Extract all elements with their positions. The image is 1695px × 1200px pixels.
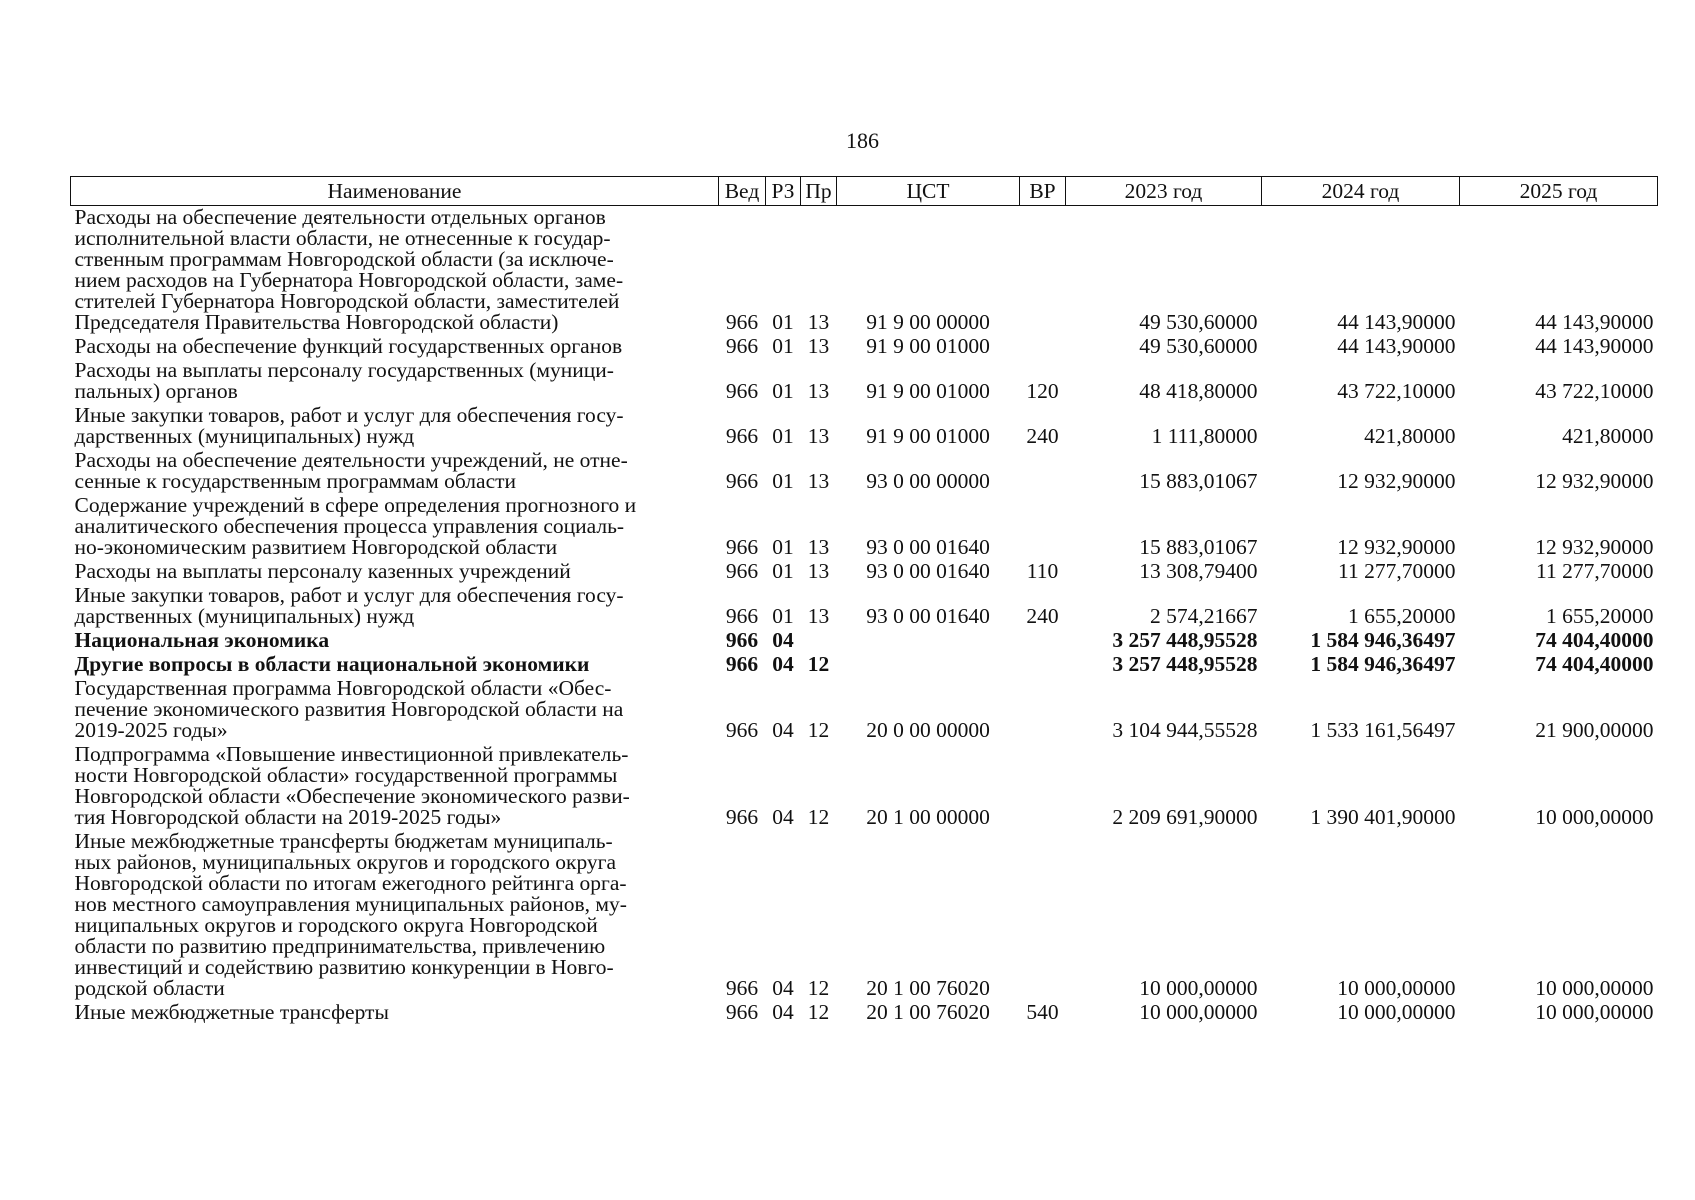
name-line: нием расходов на Губернатора Новгородской области, заме-	[74, 268, 624, 292]
name-line: стителей Губернатора Новгородской области, заместителей	[74, 289, 620, 313]
cell-2023: 1 111,80000	[1151, 424, 1258, 448]
cell-2025: 10 000,00000	[1535, 976, 1654, 1000]
table-row	[71, 494, 1658, 560]
cell-vr	[1020, 743, 1066, 830]
cell-ved: 966	[725, 628, 759, 652]
name-line: Расходы на обеспечение деятельности отдельных органов	[74, 205, 606, 229]
cell-2025: 74 404,40000	[1535, 628, 1654, 652]
cell-rz: 01	[772, 469, 794, 493]
cell-2023: 10 000,00000	[1139, 1000, 1258, 1024]
name-line: Подпрограмма «Повышение инвестиционной привлекатель-	[74, 742, 629, 766]
cell-pr: 13	[807, 379, 830, 403]
name-line: ственным программам Новгородской области (за исключе-	[74, 247, 614, 271]
header-name: Наименование	[71, 177, 719, 206]
table-row	[71, 743, 1658, 830]
cell-2024: 10 000,00000	[1337, 976, 1456, 1000]
cell-rz: 01	[772, 535, 794, 559]
header-ved: Вед	[719, 177, 766, 206]
name-line: Содержание учреждений в сфере определения прогнозного и	[74, 493, 637, 517]
cell-2025: 43 722,10000	[1535, 379, 1654, 403]
cell-cst: 93 0 00 01640	[866, 559, 990, 583]
cell-rz: 04	[772, 976, 794, 1000]
name-line: родской области	[74, 976, 225, 1000]
name-line: дарственных (муниципальных) нужд	[74, 424, 415, 448]
table-row	[71, 653, 1658, 677]
cell-rz: 01	[772, 559, 794, 583]
cell-2024: 421,80000	[1364, 424, 1456, 448]
cell-ved: 966	[725, 469, 759, 493]
cell-rz: 01	[772, 604, 794, 628]
cell-cst: 20 1 00 00000	[866, 805, 990, 829]
cell-rz: 01	[772, 424, 794, 448]
cell-pr: 13	[807, 310, 830, 334]
page-number: 186	[846, 128, 879, 153]
table-row	[71, 677, 1658, 743]
cell-vr	[1020, 449, 1066, 494]
table-row	[71, 560, 1658, 584]
cell-name	[71, 584, 719, 629]
name-line: 2019-2025 годы»	[74, 718, 228, 742]
cell-2024: 12 932,90000	[1337, 535, 1456, 559]
cell-cst: 93 0 00 00000	[866, 469, 990, 493]
cell-vr: 120	[1026, 379, 1059, 403]
cell-vr	[1020, 335, 1066, 359]
cell-2025: 44 143,90000	[1535, 310, 1654, 334]
cell-name	[71, 743, 719, 830]
cell-ved: 966	[725, 1000, 759, 1024]
header-2024: 2024 год	[1262, 177, 1460, 206]
table-row	[71, 404, 1658, 449]
cell-ved: 966	[725, 424, 759, 448]
name-line: Расходы на выплаты персоналу казенных учреждений	[74, 559, 571, 583]
name-line: ности Новгородской области» государственной программы	[74, 763, 618, 787]
cell-ved: 966	[725, 535, 759, 559]
cell-2023: 49 530,60000	[1139, 334, 1258, 358]
cell-rz: 01	[772, 379, 794, 403]
cell-2023: 3 104 944,55528	[1112, 718, 1258, 742]
cell-2023: 49 530,60000	[1139, 310, 1258, 334]
cell-rz: 04	[772, 1000, 794, 1024]
cell-ved: 966	[725, 805, 759, 829]
cell-2024: 1 533 161,56497	[1310, 718, 1456, 742]
name-line: Национальная экономика	[74, 628, 330, 652]
cell-2024: 12 932,90000	[1337, 469, 1456, 493]
cell-name	[71, 629, 719, 653]
cell-pr: 13	[807, 535, 830, 559]
cell-pr: 12	[807, 652, 830, 676]
cell-rz: 01	[772, 334, 794, 358]
cell-2024: 1 655,20000	[1348, 604, 1456, 628]
cell-2023: 13 308,79400	[1139, 559, 1258, 583]
table-row	[71, 629, 1658, 653]
cell-vr	[1020, 206, 1066, 336]
cell-2023: 10 000,00000	[1139, 976, 1258, 1000]
cell-2025: 1 655,20000	[1546, 604, 1654, 628]
cell-ved: 966	[725, 652, 759, 676]
cell-vr	[1020, 677, 1066, 743]
name-line: Иные закупки товаров, работ и услуг для обеспечения госу-	[74, 403, 624, 427]
name-line: исполнительной власти области, не отнесенные к государ-	[74, 226, 611, 250]
cell-name	[71, 206, 719, 336]
cell-2023: 15 883,01067	[1139, 469, 1258, 493]
name-line: сенные к государственным программам области	[74, 469, 517, 493]
cell-pr: 12	[807, 805, 830, 829]
name-line: нов местного самоуправления муниципальных районов, му-	[74, 892, 627, 916]
cell-rz: 04	[772, 652, 794, 676]
cell-cst: 91 9 00 01000	[866, 334, 990, 358]
cell-2024: 44 143,90000	[1337, 310, 1456, 334]
cell-vr	[1020, 653, 1066, 677]
header-pr: Пр	[801, 177, 837, 206]
cell-2024: 10 000,00000	[1337, 1000, 1456, 1024]
name-line: Председателя Правительства Новгородской области)	[74, 310, 559, 334]
cell-2025: 10 000,00000	[1535, 805, 1654, 829]
cell-name	[71, 335, 719, 359]
cell-2024: 43 722,10000	[1337, 379, 1456, 403]
table-header-row	[71, 177, 1658, 206]
cell-cst	[837, 629, 1020, 653]
cell-2023: 15 883,01067	[1139, 535, 1258, 559]
name-line: Другие вопросы в области национальной экономики	[74, 652, 590, 676]
cell-cst: 93 0 00 01640	[866, 604, 990, 628]
cell-ved: 966	[725, 334, 759, 358]
cell-cst: 20 1 00 76020	[866, 976, 990, 1000]
name-line: пальных) органов	[74, 379, 238, 403]
cell-cst: 91 9 00 01000	[866, 379, 990, 403]
header-2025: 2025 год	[1460, 177, 1658, 206]
cell-name	[71, 1001, 719, 1025]
cell-vr: 240	[1026, 424, 1059, 448]
name-line: дарственных (муниципальных) нужд	[74, 604, 415, 628]
cell-2023: 2 574,21667	[1150, 604, 1258, 628]
cell-name	[71, 560, 719, 584]
cell-cst: 20 1 00 76020	[866, 1000, 990, 1024]
cell-2024: 11 277,70000	[1338, 559, 1456, 583]
name-line: Расходы на обеспечение функций государственных органов	[74, 334, 623, 358]
name-line: ных районов, муниципальных округов и городского округа	[74, 850, 617, 874]
cell-pr: 12	[807, 976, 830, 1000]
name-line: Новгородской области по итогам ежегодного рейтинга орга-	[74, 871, 627, 895]
cell-2024: 44 143,90000	[1337, 334, 1456, 358]
cell-ved: 966	[725, 604, 759, 628]
cell-pr: 13	[807, 559, 830, 583]
cell-ved: 966	[725, 976, 759, 1000]
cell-rz: 01	[772, 310, 794, 334]
table-row	[71, 206, 1658, 336]
table-row	[71, 584, 1658, 629]
name-line: Расходы на обеспечение деятельности учреждений, не отне-	[74, 448, 628, 472]
name-line: Расходы на выплаты персоналу государственных (муници-	[74, 358, 614, 382]
cell-ved: 966	[725, 379, 759, 403]
cell-vr: 240	[1026, 604, 1059, 628]
cell-vr	[1020, 830, 1066, 1001]
cell-cst: 20 0 00 00000	[866, 718, 990, 742]
cell-name	[71, 449, 719, 494]
cell-name	[71, 404, 719, 449]
cell-2025: 11 277,70000	[1536, 559, 1654, 583]
cell-2024: 1 390 401,90000	[1310, 805, 1456, 829]
cell-rz: 04	[772, 718, 794, 742]
cell-ved: 966	[725, 718, 759, 742]
name-line: печение экономического развития Новгородской области на	[74, 697, 624, 721]
cell-cst: 93 0 00 01640	[866, 535, 990, 559]
budget-table	[70, 176, 1658, 1025]
cell-pr: 13	[807, 334, 830, 358]
cell-vr: 540	[1026, 1000, 1059, 1024]
cell-vr: 110	[1026, 559, 1059, 583]
table-row	[71, 449, 1658, 494]
cell-name	[71, 359, 719, 404]
cell-pr: 13	[807, 424, 830, 448]
cell-rz: 04	[772, 628, 794, 652]
cell-2023: 3 257 448,95528	[1112, 628, 1258, 652]
cell-2023: 3 257 448,95528	[1112, 652, 1258, 676]
name-line: ниципальных округов и городского округа Новгородской	[74, 913, 598, 937]
cell-pr: 12	[807, 1000, 830, 1024]
header-2023: 2023 год	[1066, 177, 1262, 206]
cell-2025: 10 000,00000	[1535, 1000, 1654, 1024]
cell-2025: 74 404,40000	[1535, 652, 1654, 676]
cell-cst: 91 9 00 01000	[866, 424, 990, 448]
cell-2025: 44 143,90000	[1535, 334, 1654, 358]
cell-name	[71, 830, 719, 1001]
name-line: Иные межбюджетные трансферты	[74, 1000, 389, 1024]
cell-name	[71, 653, 719, 677]
name-line: Новгородской области «Обеспечение экономического разви-	[74, 784, 630, 808]
cell-vr	[1020, 494, 1066, 560]
cell-2024: 1 584 946,36497	[1310, 628, 1456, 652]
name-line: инвестиций и содействию развитию конкуренции в Новго-	[74, 955, 614, 979]
cell-pr: 12	[807, 718, 830, 742]
name-line: но-экономическим развитием Новгородской области	[74, 535, 558, 559]
cell-vr	[1020, 629, 1066, 653]
cell-2025: 21 900,00000	[1535, 718, 1654, 742]
cell-ved: 966	[725, 559, 759, 583]
cell-name	[71, 494, 719, 560]
table-row	[71, 359, 1658, 404]
cell-cst: 91 9 00 00000	[866, 310, 990, 334]
table-row	[71, 1001, 1658, 1025]
cell-2023: 48 418,80000	[1139, 379, 1258, 403]
table-row	[71, 335, 1658, 359]
cell-2025: 12 932,90000	[1535, 469, 1654, 493]
header-vr: ВР	[1020, 177, 1066, 206]
cell-2024: 1 584 946,36497	[1310, 652, 1456, 676]
cell-pr	[801, 629, 837, 653]
name-line: аналитического обеспечения процесса управления социаль-	[74, 514, 625, 538]
name-line: Иные межбюджетные трансферты бюджетам муниципаль-	[74, 829, 613, 853]
name-line: Государственная программа Новгородской области «Обес-	[74, 676, 612, 700]
header-rz: РЗ	[766, 177, 801, 206]
header-cst: ЦСТ	[837, 177, 1020, 206]
table-row	[71, 830, 1658, 1001]
name-line: области по развитию предпринимательства, привлечению	[74, 934, 606, 958]
cell-pr: 13	[807, 604, 830, 628]
cell-2025: 12 932,90000	[1535, 535, 1654, 559]
name-line: Иные закупки товаров, работ и услуг для обеспечения госу-	[74, 583, 624, 607]
cell-ved: 966	[725, 310, 759, 334]
cell-rz: 04	[772, 805, 794, 829]
cell-pr: 13	[807, 469, 830, 493]
cell-name	[71, 677, 719, 743]
table-body	[71, 206, 1658, 1026]
cell-cst	[837, 653, 1020, 677]
cell-2023: 2 209 691,90000	[1112, 805, 1258, 829]
name-line: тия Новгородской области на 2019-2025 годы»	[74, 805, 502, 829]
cell-2025: 421,80000	[1562, 424, 1654, 448]
